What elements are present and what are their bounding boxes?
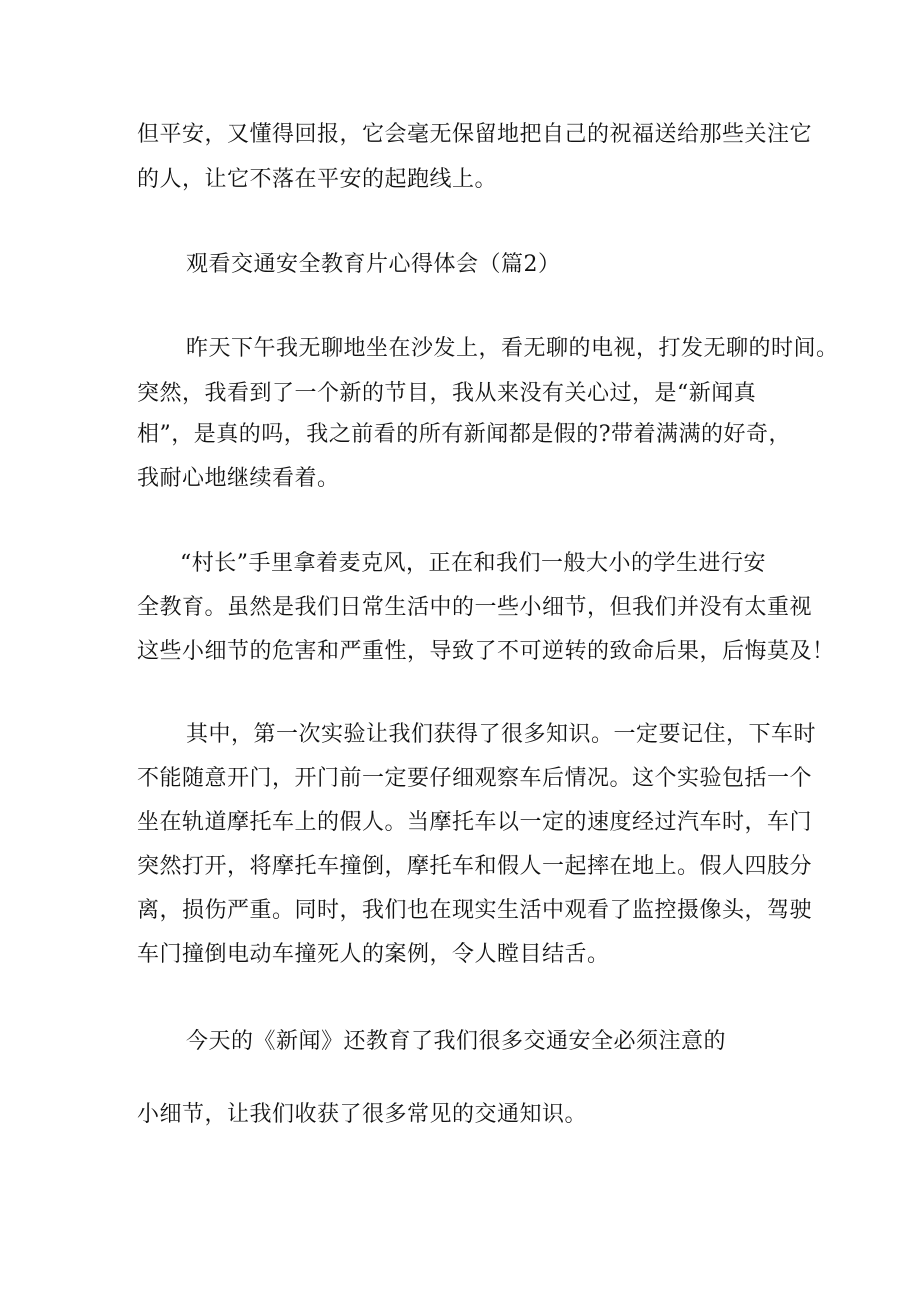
paragraph-line: 昨天下午我无聊地坐在沙发上，看无聊的电视，打发无聊的时间。 [186, 336, 839, 361]
paragraph-line: 今天的《新闻》还教育了我们很多交通安全必须注意的 [186, 1029, 727, 1054]
paragraph-line: “村长”手里拿着麦克风，正在和我们一般大小的学生进行安 [180, 551, 766, 576]
paragraph-line: 车门撞倒电动车撞死人的案例，令人瞠目结舌。 [137, 942, 610, 967]
section-heading: 观看交通安全教育片心得体会（篇2） [186, 252, 561, 277]
paragraph-line: 相”，是真的吗，我之前看的所有新闻都是假的?带着满满的好奇， [137, 422, 792, 447]
paragraph-line: 这些小细节的危害和严重性，导致了不可逆转的致命后果，后悔莫及！ [137, 639, 835, 664]
paragraph-line: 不能随意开门，开门前一定要仔细观察车后情况。这个实验包括一个 [137, 766, 813, 791]
paragraph-line: 突然打开，将摩托车撞倒，摩托车和假人一起摔在地上。假人四肢分 [137, 854, 813, 879]
paragraph-line: 离，损伤严重。同时，我们也在现实生活中观看了监控摄像头，驾驶 [137, 898, 813, 923]
paragraph-line: 其中，第一次实验让我们获得了很多知识。一定要记住，下车时 [186, 722, 817, 747]
paragraph-line: 坐在轨道摩托车上的假人。当摩托车以一定的速度经过汽车时，车门 [137, 810, 813, 835]
paragraph-line: 小细节，让我们收获了很多常见的交通知识。 [137, 1102, 588, 1127]
paragraph-line: 但平安，又懂得回报，它会毫无保留地把自己的祝福送给那些关注它 [137, 122, 813, 147]
paragraph-line: 的人，让它不落在平安的起跑线上。 [137, 167, 498, 192]
paragraph-line: 突然，我看到了一个新的节目，我从来没有关心过，是“新闻真 [137, 381, 757, 406]
paragraph-line: 我耐心地继续看着。 [137, 466, 340, 491]
paragraph-line: 全教育。虽然是我们日常生活中的一些小细节，但我们并没有太重视 [137, 595, 813, 620]
